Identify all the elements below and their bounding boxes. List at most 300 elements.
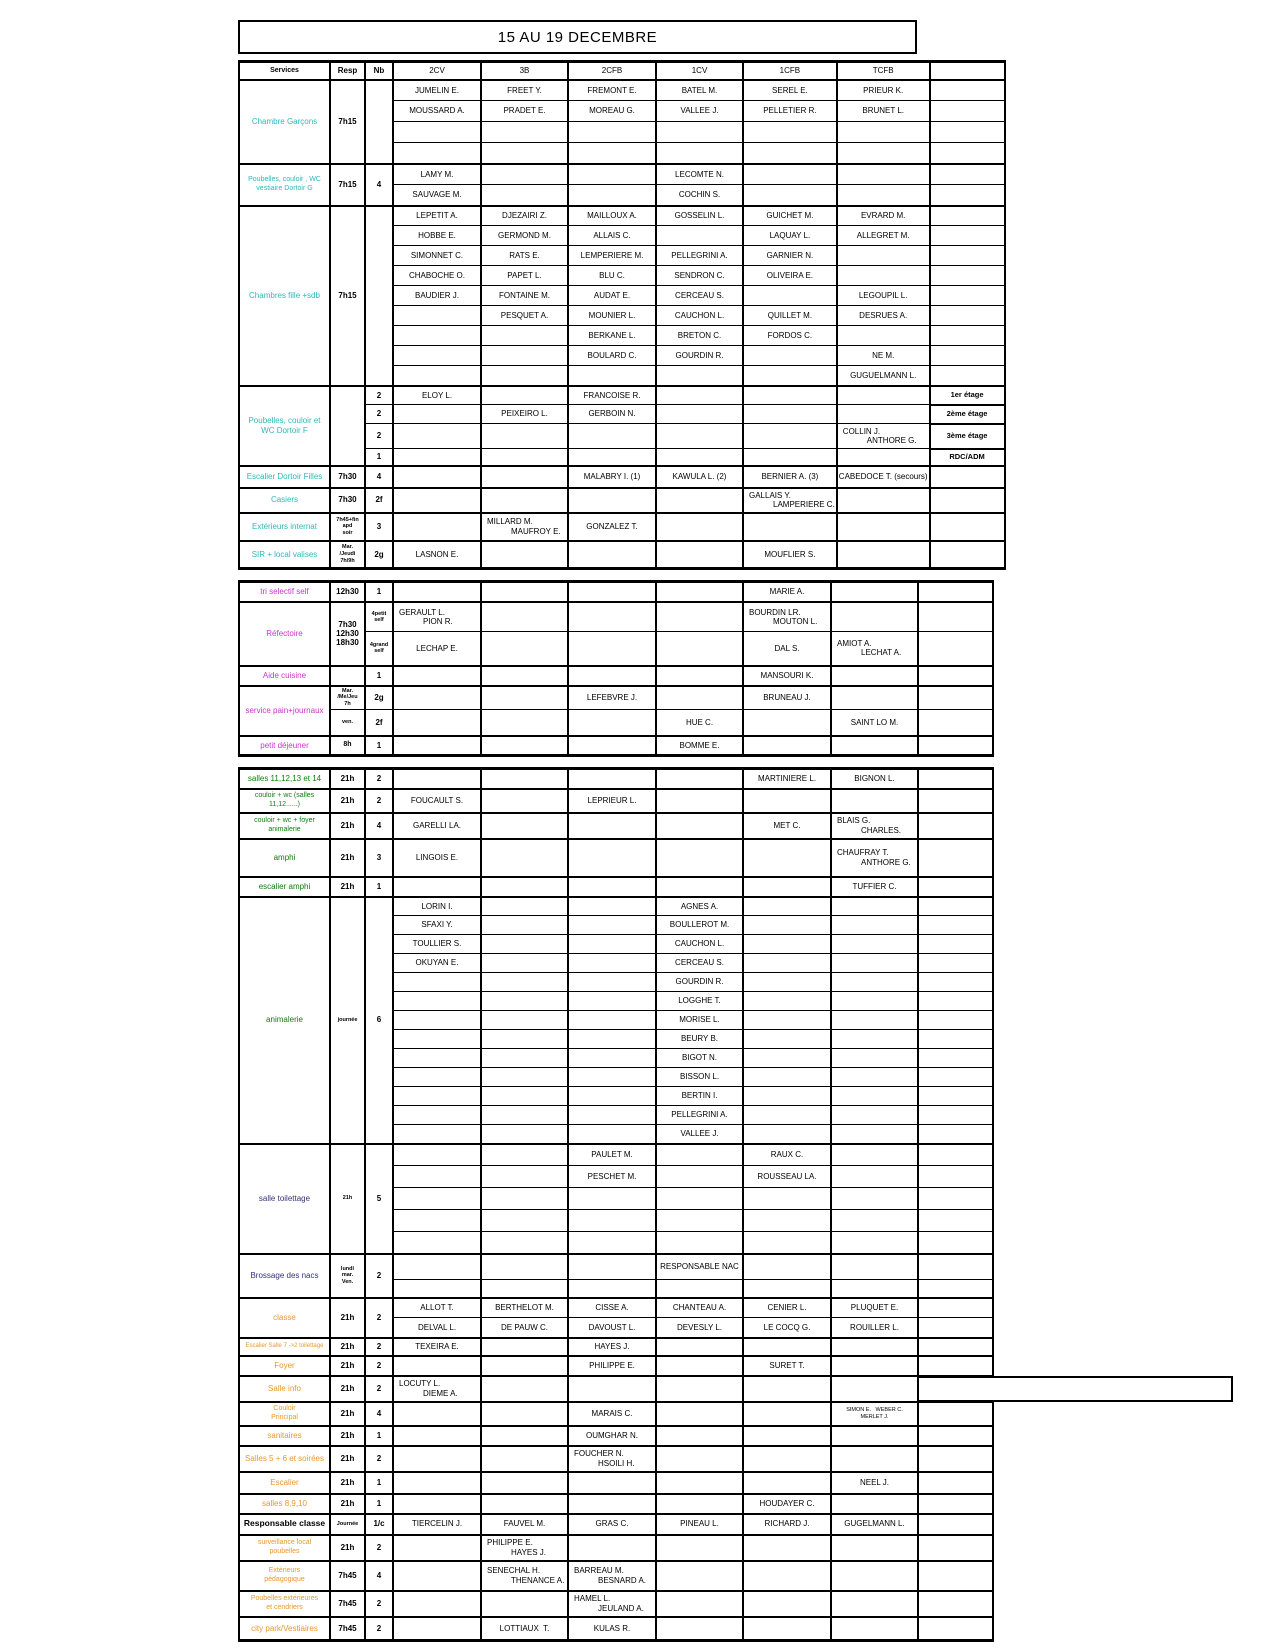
assignment-cell	[568, 366, 656, 386]
assignment-cell	[743, 1068, 831, 1087]
service-row-salle-info	[239, 1376, 993, 1402]
nb-cell	[365, 80, 393, 164]
resp-cell	[330, 1426, 365, 1446]
assignment-cell	[831, 839, 918, 877]
text-line: 21h	[340, 881, 355, 891]
text-line: CERCEAU S.	[675, 958, 724, 968]
overflow-cell	[918, 710, 993, 736]
resp-cell	[330, 839, 365, 877]
service-label	[239, 1591, 330, 1617]
assignment-cell	[481, 935, 568, 954]
assignment-cell	[831, 602, 918, 632]
text-line: PRIEUR K.	[863, 85, 904, 95]
service-row-salles-8-9-10	[239, 1494, 993, 1514]
service-row-surveillance-local-poubelles	[239, 1535, 993, 1561]
overflow-cell	[918, 1402, 993, 1426]
assignment-cell	[743, 602, 831, 632]
text-line: TOULLIER S.	[412, 939, 462, 949]
assignment-cell	[656, 246, 743, 266]
nb-cell	[365, 206, 393, 386]
assignment-cell	[568, 710, 656, 736]
assignment-cell	[568, 326, 656, 346]
text-line: Escalier Dortoir Filles	[246, 471, 323, 481]
assignment-cell	[656, 632, 743, 666]
nb-cell: 5	[365, 1144, 393, 1254]
nb-cell: 1	[365, 736, 393, 756]
assignment-cell	[481, 466, 568, 488]
text-line: couloir + wc (salles	[254, 792, 315, 800]
assignment-cell	[743, 1514, 831, 1535]
text-line: PHILIPPE E.	[487, 1538, 533, 1548]
assignment-cell	[656, 346, 743, 366]
assignment-cell	[481, 954, 568, 973]
overflow-cell	[918, 1210, 993, 1232]
assignment-cell	[393, 602, 481, 632]
overflow-cell	[918, 1561, 993, 1591]
column-header-services: Services	[239, 62, 330, 80]
overflow-cell	[930, 346, 1005, 366]
text-line: Extérieurs	[268, 1567, 301, 1575]
text-line: GARELLI LA.	[412, 820, 462, 830]
assignment-cell	[568, 541, 656, 569]
text-line: 21h	[340, 1477, 355, 1487]
text-line: salles 11,12,13 et 14	[247, 774, 322, 784]
assignment-cell	[837, 424, 930, 449]
assignment-cell	[481, 1106, 568, 1125]
text-line: TIERCELIN J.	[411, 1519, 463, 1529]
text-line: LINGOIS E.	[415, 852, 459, 862]
assignment-cell	[568, 143, 656, 164]
assignment-cell	[656, 266, 743, 286]
assignment-cell	[481, 1188, 568, 1210]
assignment-cell	[393, 1446, 481, 1472]
assignment-cell	[743, 877, 831, 897]
service-label	[239, 1561, 330, 1591]
overflow-cell	[918, 1087, 993, 1106]
assignment-cell	[743, 686, 831, 710]
assignment-cell	[656, 1254, 743, 1280]
nb-cell: 6	[365, 897, 393, 1144]
service-label	[239, 386, 330, 466]
assignment-cell	[393, 405, 481, 424]
assignment-cell	[656, 326, 743, 346]
text-line: LAMY M.	[420, 169, 454, 179]
assignment-cell	[743, 710, 831, 736]
assignment-cell	[568, 1591, 656, 1617]
assignment-cell	[831, 1049, 918, 1068]
assignment-cell	[743, 1049, 831, 1068]
text-line: PELLEGRINI A.	[671, 250, 728, 260]
text-line: ANTHORE G.	[866, 436, 917, 445]
text-line: vestiaire Dortoir G	[256, 184, 313, 192]
text-line: 21h	[340, 1341, 355, 1351]
service-label	[239, 541, 330, 569]
text-line: SIMONNET C.	[410, 250, 464, 260]
assignment-cell	[743, 101, 837, 122]
assignment-cell	[568, 1166, 656, 1188]
overflow-cell	[918, 1254, 993, 1280]
text-line: FRANCOISE R.	[583, 390, 641, 400]
text-line: 7h45+fin	[336, 516, 359, 523]
assignment-cell	[743, 789, 831, 813]
assignment-cell	[831, 1030, 918, 1049]
assignment-cell	[743, 266, 837, 286]
overflow-cell	[918, 1446, 993, 1472]
overflow-cell	[918, 935, 993, 954]
text-line: 21h	[340, 1312, 355, 1322]
text-line: SENECHAL H.	[487, 1566, 541, 1576]
text-line: Poubelles, couloir , WC	[248, 176, 321, 184]
text-line: SAUVAGE M.	[412, 190, 462, 200]
overflow-cell	[918, 992, 993, 1011]
nb-cell: 2	[365, 1446, 393, 1472]
text-line: 2g	[374, 693, 384, 703]
assignment-cell	[568, 1472, 656, 1494]
assignment-cell	[393, 1030, 481, 1049]
assignment-cell	[837, 226, 930, 246]
assignment-cell	[837, 488, 930, 513]
assignment-cell	[393, 1087, 481, 1106]
service-label	[239, 1338, 330, 1356]
assignment-cell	[481, 185, 568, 206]
overflow-cell	[930, 164, 1005, 185]
text-line: Poubelles extérieures	[250, 1595, 319, 1603]
assignment-cell	[393, 1144, 481, 1166]
assignment-cell	[568, 488, 656, 513]
text-line: LECOMTE N.	[675, 169, 724, 179]
service-row-animalerie	[239, 897, 993, 916]
assignment-cell	[743, 1210, 831, 1232]
text-line: surveillance local	[257, 1539, 312, 1547]
text-line: DAVOUST L.	[588, 1322, 636, 1332]
assignment-cell	[656, 541, 743, 569]
assignment-cell	[393, 386, 481, 405]
text-line: ALLAIS C.	[593, 230, 631, 240]
text-line: BOULARD C.	[587, 350, 637, 360]
assignment-cell	[656, 366, 743, 386]
assignment-cell	[743, 1106, 831, 1125]
assignment-cell	[568, 306, 656, 326]
text-line: LEGOUPIL L.	[858, 290, 908, 300]
assignment-cell	[743, 1472, 831, 1494]
assignment-cell	[568, 916, 656, 935]
assignment-cell	[393, 1514, 481, 1535]
assignment-cell	[481, 1166, 568, 1188]
assignment-cell	[656, 143, 743, 164]
assignment-cell	[393, 1472, 481, 1494]
assignment-cell	[656, 101, 743, 122]
assignment-cell	[831, 813, 918, 839]
overflow-cell	[918, 954, 993, 973]
text-line: RATS E.	[509, 250, 540, 260]
assignment-cell	[568, 226, 656, 246]
resp-cell	[330, 666, 365, 686]
nb-cell	[365, 686, 393, 710]
assignment-cell	[393, 1188, 481, 1210]
assignment-cell	[831, 1166, 918, 1188]
resp-cell	[330, 602, 365, 666]
service-row-escalier-dortoir-filles	[239, 466, 1005, 488]
assignment-cell	[743, 366, 837, 386]
overflow-cell	[918, 686, 993, 710]
text-line: BERTIN I.	[681, 1091, 718, 1101]
text-line: ALLOT T.	[420, 1303, 454, 1313]
assignment-cell	[393, 1318, 481, 1338]
assignment-cell	[831, 897, 918, 916]
assignment-cell	[831, 1210, 918, 1232]
nb-cell	[365, 632, 393, 666]
assignment-cell	[656, 973, 743, 992]
text-line: Journée	[336, 1520, 359, 1527]
assignment-cell	[568, 1087, 656, 1106]
assignment-cell	[568, 1068, 656, 1087]
resp-cell	[330, 769, 365, 789]
text-line: 7h15	[338, 290, 357, 300]
assignment-cell	[656, 1472, 743, 1494]
overflow-cell	[918, 1049, 993, 1068]
text-line: CHABOCHE O.	[408, 270, 465, 280]
text-line: GUICHET M.	[766, 211, 814, 221]
text-line: Aide cuisine	[262, 670, 307, 680]
assignment-cell	[481, 286, 568, 306]
assignment-cell	[656, 602, 743, 632]
assignment-cell	[393, 449, 481, 466]
assignment-cell	[656, 1494, 743, 1514]
assignment-cell	[831, 789, 918, 813]
overflow-cell	[930, 266, 1005, 286]
assignment-cell	[393, 266, 481, 286]
assignment-cell	[656, 1188, 743, 1210]
overflow-cell	[930, 62, 1005, 80]
text-line: FOUCHER N.	[574, 1449, 624, 1459]
text-line: BERTHELOT M.	[495, 1303, 554, 1313]
assignment-cell	[743, 326, 837, 346]
text-line: BRETON C.	[677, 330, 722, 340]
text-line: PHILIPPE E.	[589, 1360, 635, 1370]
text-line: sanitaires	[267, 1430, 302, 1440]
assignment-cell	[831, 1402, 918, 1426]
assignment-cell	[656, 1402, 743, 1426]
assignment-cell	[393, 877, 481, 897]
assignment-cell	[568, 1446, 656, 1472]
assignment-cell	[831, 877, 918, 897]
assignment-cell	[656, 935, 743, 954]
service-row-aide-cuisine	[239, 666, 993, 686]
assignment-cell	[393, 1338, 481, 1356]
text-line: 7h45	[338, 1623, 357, 1633]
assignment-cell	[656, 1232, 743, 1254]
text-line: HSOILI H.	[598, 1458, 635, 1468]
text-line: LEPETIT A.	[416, 211, 458, 221]
assignment-cell	[568, 1561, 656, 1591]
assignment-cell	[481, 226, 568, 246]
text-line: service pain+journaux	[245, 705, 324, 715]
assignment-cell	[656, 1011, 743, 1030]
service-row-salles-5-6-soirees	[239, 1446, 993, 1472]
text-line: 7h30	[338, 495, 357, 505]
nb-cell: 4	[365, 1561, 393, 1591]
assignment-cell	[481, 1356, 568, 1376]
text-line: THENANCE A.	[511, 1575, 565, 1585]
text-line: 18h30	[336, 638, 359, 648]
assignment-cell	[656, 1030, 743, 1049]
nb-cell: 2	[365, 1617, 393, 1641]
service-label	[239, 1376, 330, 1402]
text-line: 11,12......)	[269, 800, 300, 808]
overflow-cell	[930, 513, 1005, 541]
overflow-cell	[918, 1494, 993, 1514]
service-label	[239, 1356, 330, 1376]
text-line: LORIN I.	[421, 901, 453, 911]
text-line: 2f	[375, 717, 383, 727]
column-header-tcfb: TCFB	[837, 62, 930, 80]
service-row-poubelles-dortoir-f	[239, 386, 1005, 405]
text-line: 21h	[340, 1542, 355, 1552]
text-line: journée	[337, 1016, 358, 1023]
service-label	[239, 1535, 330, 1561]
overflow-cell	[918, 877, 993, 897]
assignment-cell	[743, 1617, 831, 1641]
roster-sheet	[238, 20, 1006, 1642]
assignment-cell	[568, 1188, 656, 1210]
text-line: SIR + local valises	[251, 549, 318, 559]
assignment-cell	[568, 1338, 656, 1356]
assignment-cell	[656, 488, 743, 513]
resp-cell	[330, 206, 365, 386]
text-line: DELVAL L.	[417, 1322, 457, 1332]
text-line: 21h	[340, 1383, 355, 1393]
nb-cell: 1	[365, 1472, 393, 1494]
assignment-cell	[831, 973, 918, 992]
nb-cell	[365, 424, 393, 449]
resp-cell	[330, 80, 365, 164]
overflow-cell	[930, 366, 1005, 386]
assignment-cell	[743, 1166, 831, 1188]
assignment-cell	[568, 1535, 656, 1561]
assignment-cell	[393, 306, 481, 326]
text-line: BARREAU M.	[574, 1566, 624, 1576]
overflow-cell	[918, 1166, 993, 1188]
assignment-cell	[656, 916, 743, 935]
text-line: BOURDIN LR.	[749, 607, 801, 617]
overflow-cell	[930, 101, 1005, 122]
service-label	[239, 602, 330, 666]
assignment-cell	[743, 1280, 831, 1298]
overflow-cell	[918, 1535, 993, 1561]
overflow-cell	[918, 1356, 993, 1376]
service-row-salles-11-12-13-14	[239, 769, 993, 789]
assignment-cell	[656, 424, 743, 449]
assignment-cell	[393, 164, 481, 185]
assignment-cell	[393, 424, 481, 449]
assignment-cell	[743, 80, 837, 101]
text-line: HUE C.	[685, 717, 714, 727]
nb-cell	[365, 602, 393, 632]
text-line: 1	[376, 452, 382, 462]
text-line: CERCEAU S.	[675, 290, 724, 300]
text-line: JEULAND A.	[598, 1603, 644, 1613]
service-label	[239, 1472, 330, 1494]
column-header-2cv: 2CV	[393, 62, 481, 80]
assignment-cell	[656, 466, 743, 488]
assignment-cell	[481, 405, 568, 424]
overflow-cell	[918, 1617, 993, 1641]
assignment-cell	[831, 1188, 918, 1210]
assignment-cell	[393, 839, 481, 877]
assignment-cell	[656, 185, 743, 206]
assignment-cell	[393, 935, 481, 954]
assignment-cell	[393, 143, 481, 164]
assignment-cell	[656, 122, 743, 143]
column-header-3b: 3B	[481, 62, 568, 80]
service-row-couloir-wc-foyer-animalerie	[239, 813, 993, 839]
assignment-cell	[481, 1318, 568, 1338]
assignment-cell	[656, 897, 743, 916]
text-line: CHARLES.	[861, 825, 902, 835]
text-line: LAMPERIERE C.	[773, 500, 835, 509]
text-line: Extérieurs internat	[252, 521, 317, 531]
text-line: CENIER L.	[767, 1303, 807, 1313]
service-label	[239, 1298, 330, 1338]
text-line: AMIOT A.	[837, 639, 872, 649]
resp-cell	[330, 466, 365, 488]
text-line: 12h30	[336, 628, 359, 638]
assignment-cell	[656, 789, 743, 813]
text-line: NE M.	[872, 350, 895, 360]
resp-cell	[330, 1338, 365, 1356]
text-line: CISSE A.	[595, 1303, 629, 1313]
text-line: MILLARD M.	[487, 517, 533, 527]
resp-cell	[330, 1402, 365, 1426]
assignment-cell	[481, 366, 568, 386]
assignment-cell	[393, 1535, 481, 1561]
text-line: Foyer	[274, 1360, 295, 1370]
assignment-cell	[481, 973, 568, 992]
text-line: HAYES J.	[594, 1341, 630, 1351]
resp-cell	[330, 1254, 365, 1298]
assignment-cell	[656, 769, 743, 789]
assignment-cell	[743, 813, 831, 839]
service-label	[239, 789, 330, 813]
assignment-cell	[568, 769, 656, 789]
assignment-cell	[481, 1049, 568, 1068]
text-line: BLAIS G.	[837, 816, 871, 826]
text-line: ELOY L.	[421, 390, 453, 400]
assignment-cell	[656, 1535, 743, 1561]
assignment-cell	[568, 1106, 656, 1125]
resp-cell	[330, 1446, 365, 1472]
text-line: Ven.	[341, 1278, 354, 1285]
text-line: 21h	[340, 774, 355, 784]
assignment-cell	[481, 488, 568, 513]
text-line: AGNES A.	[680, 901, 719, 911]
assignment-cell	[393, 632, 481, 666]
assignment-cell	[481, 1298, 568, 1318]
assignment-cell	[393, 1011, 481, 1030]
assignment-cell	[743, 1030, 831, 1049]
service-row-poubelles-exterieures-cendriers	[239, 1591, 993, 1617]
assignment-cell	[743, 1318, 831, 1338]
service-row-poubelles-dortoir-g	[239, 164, 1005, 185]
assignment-cell	[481, 1494, 568, 1514]
schedule-block	[238, 60, 1006, 570]
assignment-cell	[831, 686, 918, 710]
nb-cell: 4	[365, 1402, 393, 1426]
text-line: 2	[376, 431, 382, 441]
assignment-cell	[481, 1376, 568, 1402]
assignment-cell	[743, 206, 837, 226]
text-line: 7h/9h	[340, 557, 355, 564]
